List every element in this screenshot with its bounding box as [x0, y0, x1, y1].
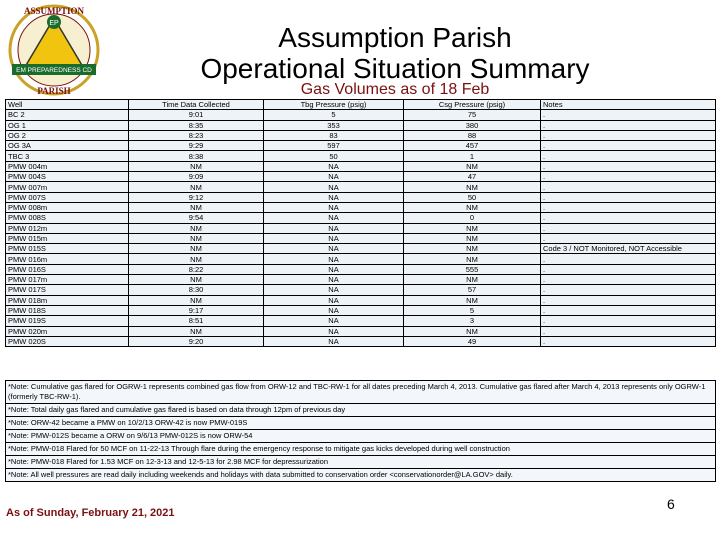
table-row: [6, 336, 716, 346]
table-header-row: [6, 100, 716, 110]
time-collected-cell: NM: [129, 182, 264, 192]
well-name-cell: OG 2: [6, 130, 129, 140]
page-subtitle: Gas Volumes as of 18 Feb: [300, 81, 490, 98]
notes-cell: .: [541, 161, 716, 171]
csg-pressure-cell: NM: [404, 202, 541, 212]
notes-cell: .: [541, 202, 716, 212]
csg-pressure-cell: 50: [404, 192, 541, 202]
well-name-cell: PMW 020S: [6, 336, 129, 346]
notes-cell: .: [541, 264, 716, 274]
well-name-cell: PMW 015m: [6, 233, 129, 243]
notes-cell: .: [541, 285, 716, 295]
note-text: *Note: Total daily gas flared and cumulative gas flared is based on data through 12pm of previous day: [6, 404, 716, 417]
csg-pressure-cell: 75: [404, 110, 541, 120]
tbg-pressure-cell: NA: [264, 316, 404, 326]
tbg-pressure-cell: 50: [264, 151, 404, 161]
time-collected-cell: 8:38: [129, 151, 264, 161]
well-name-cell: BC 2: [6, 110, 129, 120]
time-collected-cell: Time Data Collected: [129, 100, 264, 110]
notes-cell: .: [541, 192, 716, 202]
csg-pressure-cell: NM: [404, 233, 541, 243]
svg-text:PARISH: PARISH: [37, 86, 71, 96]
note-text: *Note: PMW-018 Flared for 1.53 MCF on 12-3-13 and 12-5-13 for 2.98 MCF for depressurization: [6, 456, 716, 469]
tbg-pressure-cell: NA: [264, 264, 404, 274]
table-row: [6, 202, 716, 212]
title-line-2: Operational Situation Summary: [200, 53, 590, 84]
table-row: [6, 130, 716, 140]
time-collected-cell: NM: [129, 275, 264, 285]
notes-cell: .: [541, 275, 716, 285]
csg-pressure-cell: 3: [404, 316, 541, 326]
csg-pressure-cell: 88: [404, 130, 541, 140]
csg-pressure-cell: 555: [404, 264, 541, 274]
csg-pressure-cell: NM: [404, 275, 541, 285]
well-pressure-table: [5, 99, 716, 347]
well-name-cell: PMW 007S: [6, 192, 129, 202]
notes-cell: .: [541, 182, 716, 192]
notes-cell: Notes: [541, 100, 716, 110]
well-name-cell: PMW 008S: [6, 213, 129, 223]
time-collected-cell: 9:01: [129, 110, 264, 120]
csg-pressure-cell: NM: [404, 295, 541, 305]
tbg-pressure-cell: NA: [264, 182, 404, 192]
csg-pressure-cell: 47: [404, 172, 541, 182]
well-name-cell: PMW 012m: [6, 223, 129, 233]
csg-pressure-cell: 57: [404, 285, 541, 295]
well-name-cell: PMW 018m: [6, 295, 129, 305]
well-name-cell: PMW 019S: [6, 316, 129, 326]
time-collected-cell: 8:51: [129, 316, 264, 326]
table-row: [6, 110, 716, 120]
well-name-cell: PMW 008m: [6, 202, 129, 212]
tbg-pressure-cell: NA: [264, 305, 404, 315]
tbg-pressure-cell: NA: [264, 202, 404, 212]
notes-cell: .: [541, 305, 716, 315]
well-name-cell: TBC 3: [6, 151, 129, 161]
note-row: [6, 404, 716, 417]
notes-cell: .: [541, 213, 716, 223]
table-row: [6, 182, 716, 192]
time-collected-cell: 9:54: [129, 213, 264, 223]
table-row: [6, 285, 716, 295]
time-collected-cell: 9:17: [129, 305, 264, 315]
time-collected-cell: 8:30: [129, 285, 264, 295]
well-name-cell: PMW 004S: [6, 172, 129, 182]
table-row: [6, 172, 716, 182]
table-row: [6, 151, 716, 161]
title-line-1: Assumption Parish: [278, 22, 512, 53]
time-collected-cell: 8:22: [129, 264, 264, 274]
time-collected-cell: NM: [129, 254, 264, 264]
csg-pressure-cell: NM: [404, 161, 541, 171]
note-row: [6, 469, 716, 482]
time-collected-cell: 9:29: [129, 141, 264, 151]
table-row: [6, 275, 716, 285]
notes-cell: .: [541, 336, 716, 346]
time-collected-cell: NM: [129, 202, 264, 212]
csg-pressure-cell: 1: [404, 151, 541, 161]
tbg-pressure-cell: NA: [264, 285, 404, 295]
note-text: *Note: ORW-42 became a PMW on 10/2/13 ORW-42 is now PMW-019S: [6, 417, 716, 430]
tbg-pressure-cell: NA: [264, 192, 404, 202]
table-row: [6, 326, 716, 336]
table-row: [6, 244, 716, 254]
well-name-cell: PMW 004m: [6, 161, 129, 171]
well-name-cell: PMW 015S: [6, 244, 129, 254]
well-name-cell: OG 1: [6, 120, 129, 130]
tbg-pressure-cell: NA: [264, 326, 404, 336]
well-name-cell: PMW 016m: [6, 254, 129, 264]
well-name-cell: PMW 017m: [6, 275, 129, 285]
table-row: [6, 120, 716, 130]
csg-pressure-cell: Csg Pressure (psig): [404, 100, 541, 110]
csg-pressure-cell: NM: [404, 244, 541, 254]
time-collected-cell: 9:20: [129, 336, 264, 346]
table-row: [6, 223, 716, 233]
notes-cell: .: [541, 130, 716, 140]
well-name-cell: PMW 020m: [6, 326, 129, 336]
time-collected-cell: NM: [129, 161, 264, 171]
notes-cell: .: [541, 326, 716, 336]
tbg-pressure-cell: NA: [264, 223, 404, 233]
well-name-cell: PMW 017S: [6, 285, 129, 295]
well-name-cell: PMW 016S: [6, 264, 129, 274]
notes-cell: .: [541, 172, 716, 182]
page-title: [170, 22, 620, 84]
table-row: [6, 141, 716, 151]
time-collected-cell: 8:23: [129, 130, 264, 140]
svg-text:EP: EP: [49, 20, 59, 27]
csg-pressure-cell: NM: [404, 254, 541, 264]
table-row: [6, 295, 716, 305]
assumption-parish-oep-logo: [2, 2, 110, 97]
well-name-cell: OG 3A: [6, 141, 129, 151]
table-row: [6, 305, 716, 315]
table-row: [6, 161, 716, 171]
notes-cell: .: [541, 151, 716, 161]
tbg-pressure-cell: NA: [264, 254, 404, 264]
csg-pressure-cell: NM: [404, 182, 541, 192]
table-row: [6, 213, 716, 223]
notes-cell: .: [541, 120, 716, 130]
tbg-pressure-cell: 597: [264, 141, 404, 151]
tbg-pressure-cell: NA: [264, 244, 404, 254]
as-of-date: As of Sunday, February 21, 2021: [6, 507, 175, 519]
tbg-pressure-cell: NA: [264, 172, 404, 182]
note-row: [6, 381, 716, 404]
table-row: [6, 264, 716, 274]
well-name-cell: PMW 007m: [6, 182, 129, 192]
note-text: *Note: All well pressures are read daily including weekends and holidays with data submitted to conservation order <conservationorder@LA.GOV> daily.: [6, 469, 716, 482]
csg-pressure-cell: 49: [404, 336, 541, 346]
time-collected-cell: NM: [129, 326, 264, 336]
table-row: [6, 316, 716, 326]
time-collected-cell: NM: [129, 244, 264, 254]
note-row: [6, 430, 716, 443]
notes-cell: Code 3 / NOT Monitored, NOT Accessible: [541, 244, 716, 254]
well-name-cell: PMW 018S: [6, 305, 129, 315]
note-text: *Note: PMW-018 Flared for 50 MCF on 11-22-13 Through flare during the emergency response to mitigate gas kicks developed during well construction: [6, 443, 716, 456]
tbg-pressure-cell: NA: [264, 213, 404, 223]
table-row: [6, 254, 716, 264]
notes-cell: .: [541, 295, 716, 305]
note-text: *Note: PMW-012S became a ORW on 9/6/13 PMW-012S is now ORW-54: [6, 430, 716, 443]
notes-cell: .: [541, 316, 716, 326]
note-row: [6, 417, 716, 430]
notes-cell: .: [541, 141, 716, 151]
time-collected-cell: 9:09: [129, 172, 264, 182]
csg-pressure-cell: NM: [404, 223, 541, 233]
svg-text:EM PREPAREDNESS CD: EM PREPAREDNESS CD: [16, 67, 92, 74]
svg-text:ASSUMPTION: ASSUMPTION: [23, 6, 85, 16]
tbg-pressure-cell: 5: [264, 110, 404, 120]
well-name-cell: Well: [6, 100, 129, 110]
note-row: [6, 443, 716, 456]
csg-pressure-cell: NM: [404, 326, 541, 336]
tbg-pressure-cell: NA: [264, 161, 404, 171]
notes-cell: .: [541, 110, 716, 120]
tbg-pressure-cell: NA: [264, 336, 404, 346]
csg-pressure-cell: 0: [404, 213, 541, 223]
tbg-pressure-cell: NA: [264, 275, 404, 285]
tbg-pressure-cell: 353: [264, 120, 404, 130]
notes-cell: .: [541, 223, 716, 233]
table-row: [6, 233, 716, 243]
time-collected-cell: 9:12: [129, 192, 264, 202]
csg-pressure-cell: 457: [404, 141, 541, 151]
time-collected-cell: 8:35: [129, 120, 264, 130]
notes-cell: .: [541, 254, 716, 264]
tbg-pressure-cell: NA: [264, 295, 404, 305]
tbg-pressure-cell: 83: [264, 130, 404, 140]
notes-cell: .: [541, 233, 716, 243]
note-row: [6, 456, 716, 469]
table-row: [6, 192, 716, 202]
csg-pressure-cell: 380: [404, 120, 541, 130]
time-collected-cell: NM: [129, 223, 264, 233]
tbg-pressure-cell: Tbg Pressure (psig): [264, 100, 404, 110]
note-text: *Note: Cumulative gas flared for OGRW-1 represents combined gas flow from ORW-12 and TBC-RW-1 for all dates preceding March 4, 2013. Cumulative gas flared after March 4, 2013 represents only OGRW-1 (formerly TBC-RW-1).: [6, 381, 716, 404]
tbg-pressure-cell: NA: [264, 233, 404, 243]
page-number: 6: [667, 496, 675, 512]
csg-pressure-cell: 5: [404, 305, 541, 315]
time-collected-cell: NM: [129, 233, 264, 243]
time-collected-cell: NM: [129, 295, 264, 305]
notes-table: [5, 380, 716, 482]
